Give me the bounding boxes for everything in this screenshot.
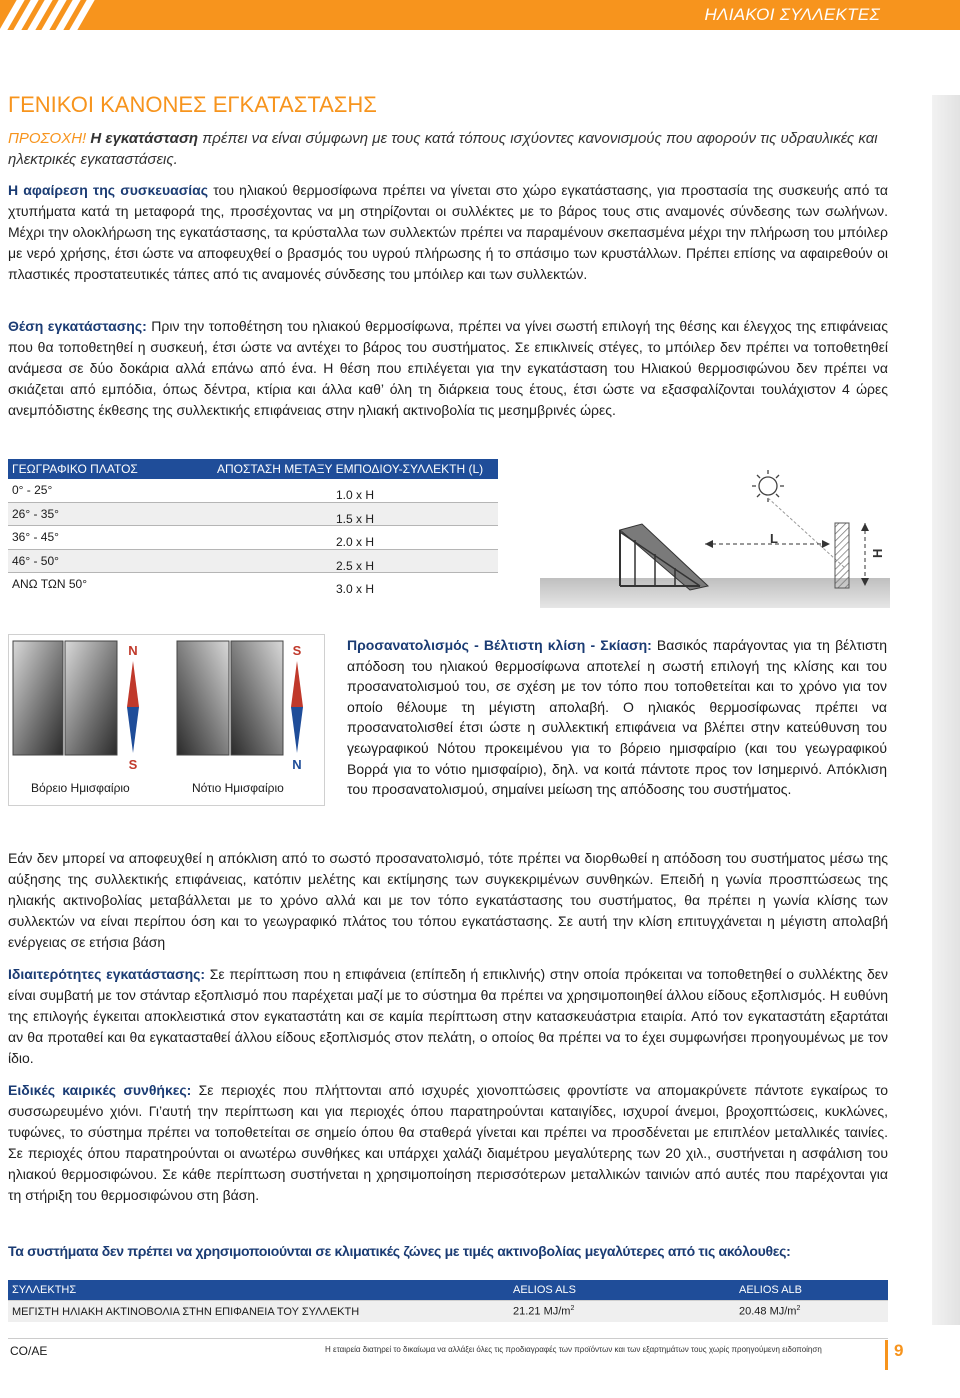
table-row: [8, 526, 498, 550]
alb-header: AELIOS ALB: [739, 1284, 802, 1296]
orientation-paragraph: [347, 635, 887, 800]
south-collectors: [177, 641, 283, 755]
header-stripes: [0, 0, 86, 30]
page-title: ΓΕΝΙΚΟΙ ΚΑΝΟΝΕΣ ΕΓΚΑΤΑΣΤΑΣΗΣ: [8, 92, 377, 117]
caution-bold: Η εγκατάσταση: [90, 130, 199, 147]
packaging-paragraph: [8, 180, 888, 285]
n-label: N: [292, 757, 302, 772]
position-text: Πριν την τοποθέτηση του ηλιακού θερμοσίφωνα, πρέπει να γίνει σωστή επιλογή της θέσης και έλεγχος της επιφάνειας που θα τοποθετηθεί η συσκευή, έτσι ώστε να αντέχει το βάρος του συστήματος. Σε επικλινείς στέγες, το μπόιλερ δεν πρέπει να τοποθετηθεί ανάμεσα σε δύο δοκάρια αλλά επάνω από ένα. Η θέση που επιλέγεται για την εγκατάσταση του Ηλιακού θερμοσιφώνου δεν πρέπει να σκιάζεται από εμπόδια, όπως δέντρα, κτίρια και άλλα καθ’ όλη τη διάρκεια τους έτους, έτσι ώστε να εξασφαλίζονται τουλάχιστον 4 ώρες ανεμπόδιστης έκθεσης της συλλεκτικής επιφάνειας στην ηλιακή ακτινοβολία τις μεσημβρινές ώρες.: [8, 318, 888, 418]
south-hemisphere-label: Νότιο Ημισφαίριο: [192, 781, 284, 795]
obstacle-wall: [835, 523, 849, 588]
alb-value: 20.48 MJ/m: [739, 1305, 797, 1318]
table-row: [8, 1300, 888, 1322]
label-l: L: [770, 531, 778, 546]
distance-cell: 1.5 x H: [208, 503, 498, 526]
distance-cell: 2.0 x H: [208, 526, 498, 549]
table-row: [8, 550, 498, 574]
special-install-text: Σε περίπτωση που η επιφάνεια (επίπεδη ή επικλινής) στην οποία πρόκειται να τοποθετηθεί ο συλλέκτης δεν είναι συμβατή με τον στάνταρ εξοπλισμό που παρέχεται μαζί με το σύστημα θα πρέπει να χρησιμοποιηθεί άλλου είδους εξοπλισμός. Η ευθύνη της επιλογής έγκειται αποκλειστικά στον εγκαταστάτη και σε καμία περίπτωση στην κατασκευάστρια εταιρία. Από τον εγκαταστάτη εξαρτάται αν θα προταθεί και θα εγκατασταθεί άλλου είδους εξοπλισμός στον πελάτη, ο οποίος θα πρέπει να το έχει συμφωνήσει προηγουμένως με τον ίδιο.: [8, 966, 888, 1066]
radiation-table: [8, 1280, 888, 1322]
compass-south-icon: [291, 661, 303, 753]
distance-cell: 2.5 x H: [208, 550, 498, 573]
footer-accent-bar: [885, 1340, 888, 1370]
caution-text: πρέπει να είναι σύμφωνη με τους κατά τόπους ισχύοντες κανονισμούς που αφορούν τις υδραυλικές και ηλεκτρικές εγκαταστάσεις.: [8, 130, 878, 168]
arrow-head: [705, 540, 713, 548]
radiation-label-cell: ΜΕΓΙΣΤΗ ΗΛΙΑΚΗ ΑΚΤΙΝΟΒΟΛΙΑ ΣΤΗΝ ΕΠΙΦΑΝΕΙΑ ΤΟΥ ΣΥΛΛΕΚΤΗ: [12, 1305, 360, 1318]
footer-divider: [8, 1338, 888, 1339]
als-value-cell: [509, 1305, 735, 1318]
side-strip: [932, 95, 960, 1325]
arrow-head: [822, 540, 830, 548]
position-paragraph: [8, 316, 888, 421]
hemisphere-graphic: [9, 635, 324, 805]
footer-code: CO/AE: [10, 1344, 48, 1358]
caution-note: [8, 128, 888, 170]
distance-header: ΑΠΟΣΤΑΣΗ ΜΕΤΑΞΥ ΕΜΠΟΔΙΟΥ-ΣΥΛΛΕΚΤΗ (L): [217, 462, 484, 476]
als-header: AELIOS ALS: [513, 1284, 576, 1296]
latitude-cell: 0° - 25°: [8, 479, 208, 502]
radiation-title: Τα συστήματα δεν πρέπει να χρησιμοποιούνται σε κλιματικές ζώνες με τιμές ακτινοβολίας μεγαλύτερες από τις ακόλουθες:: [8, 1243, 791, 1259]
footer-disclaimer: Η εταιρεία διατηρεί το δικαίωμα να αλλάξει όλες τις προδιαγραφές των προϊόντων και των εξαρτημάτων τους χωρίς προηγούμενη ειδοποίηση: [325, 1345, 822, 1354]
label-h: H: [870, 548, 885, 558]
n-label: N: [128, 643, 138, 658]
table-row: [8, 479, 498, 503]
caution-warn: ΠΡΟΣΟΧΗ!: [8, 130, 87, 147]
table-row: [8, 573, 498, 597]
latitude-header: ΓΕΩΓΡΑΦΙΚΟ ΠΛΑΤΟΣ: [12, 462, 138, 476]
packaging-text: του ηλιακού θερμοσίφωνα πρέπει να γίνεται στο χώρο εγκατάστασης, για προστασία της συσκευής από τα χτυπήματα κατά τη μεταφορά της, προσέχοντας να μη στηρίζονται οι συλλέκτες με το βάρος τους στις αναμονές σύνδεσης των σωλήνων. Μέχρι την ολοκλήρωση της εγκατάστασης, τα κρύσταλλα των συλλεκτών πρέπει να παραμένουν σκεπασμένα μέχρι την πλήρωση του μπόιλερ με νερό χρήσης, έτσι ώστε να αποφευχθεί ο βρασμός του υγρού πλήρωσης ή το σπάσιμο των κρυστάλλων. Πρέπει επίσης να αφαιρεθούν οι πλαστικές προστατευτικές τάπες από τις αναμονές σύνδεσης του μπόιλερ και των συλλεκτών.: [8, 182, 888, 282]
page-number: 9: [894, 1341, 904, 1360]
s-label: S: [128, 757, 138, 772]
als-value: 21.21 MJ/m: [513, 1305, 571, 1318]
alb-value-cell: [735, 1305, 800, 1318]
latitude-table: [8, 459, 498, 597]
latitude-cell: ΑΝΩ ΤΩΝ 50°: [8, 573, 208, 597]
weather-paragraph: [8, 1080, 888, 1206]
sun-ray: [768, 498, 845, 568]
latitude-table-header: [8, 459, 498, 479]
unit-superscript: 2: [570, 1305, 575, 1313]
deviation-paragraph: Εάν δεν μπορεί να αποφευχθεί η απόκλιση από το σωστό προσανατολισμό, τότε πρέπει να διορθωθεί η απόδοση του συστήματος μέσω της αύξησης της συλλεκτικής επιφάνειας, κατόπιν μελέτης και εκτίμησης των συγκεκριμένων συνθηκών. Επειδή η γωνία προσπτώσεως της ηλιακής ακτινοβολίας μεταβάλλεται με το χρόνο αλλά και με τον τόπο εγκατάστασης του συστήματος, θα πρέπει η γωνία κλίσης των συλλεκτών να είναι περίπου όση και το γεωγραφικό πλάτος του τόπου εγκατάστασης. Σε αυτή την κλίση επιτυγχάνεται η μέγιστη απολαβή ενέργειας σε ετήσια βάση: [8, 850, 888, 950]
distance-cell: 1.0 x H: [208, 479, 498, 502]
latitude-cell: 36° - 45°: [8, 526, 208, 549]
packaging-bold: Η αφαίρεση της συσκευασίας: [8, 182, 209, 198]
latitude-cell: 46° - 50°: [8, 550, 208, 573]
s-label: S: [292, 643, 302, 658]
north-collectors: [13, 641, 117, 755]
radiation-table-header: [8, 1280, 888, 1300]
unit-superscript: 2: [796, 1305, 801, 1313]
orientation-bold: Προσανατολισμός - Βέλτιστη κλίση - Σκίαση:: [347, 637, 652, 653]
weather-text: Σε περιοχές που πλήττονται από ισχυρές χιονοπτώσεις φροντίστε να απομακρύνετε πάντοτε εγκαίρως το συσσωρευμένο χιόνι. Γι’αυτή την περίπτωση και για περιοχές όπου παρατηρούνται καταιγίδες, ισχυροί άνεμοι, βροχοπτώσεις, κυκλώνες, τυφώνες, το σύστημα πρέπει να τοποθετείται σε σημείο όπου θα σταθερά γίνεται και πρέπει να προσδένεται με επιπλέον μεταλλικές ταινίες. Σε περιοχές όπου παρατηρούνται οι ανωτέρω συνθήκες και υπάρχει χαλάζι διαμέτρου μεγαλύτερης των 20 χιλ., συστήνεται η ασφάλιση του ηλιακού θερμοσιφώνου. Σε κάθε περίπτωση συστήνεται η χρησιμοποίηση περισσότερων μεταλλικών ταινιών από αυτές που παρέχονται για τη στήριξη του θερμοσιφώνου στη βάση.: [8, 1082, 888, 1203]
header-title: ΗΛΙΑΚΟΙ ΣΥΛΛΕΚΤΕΣ: [704, 5, 880, 24]
sun-icon: [752, 470, 784, 502]
obstacle-distance-diagram: [540, 468, 890, 608]
weather-bold: Ειδικές καιρικές συνθήκες:: [8, 1082, 192, 1098]
special-install-bold: Ιδιαιτερότητες εγκατάστασης:: [8, 966, 206, 982]
collector-header: ΣΥΛΛΕΚΤΗΣ: [12, 1284, 77, 1296]
table-row: [8, 503, 498, 527]
header-bar: [0, 0, 960, 30]
hemisphere-diagram: [8, 634, 325, 806]
north-hemisphere-label: Βόρειο Ημισφαίριο: [31, 781, 130, 795]
distance-cell: 3.0 x H: [208, 573, 498, 597]
special-install-paragraph: [8, 964, 888, 1069]
arrow-head: [861, 523, 869, 531]
compass-north-icon: [127, 661, 139, 753]
orientation-text: Βασικός παράγοντας για τη βέλτιστη απόδοση του ηλιακού θερμοσίφωνα αποτελεί η σωστή επιλογή της κλίσης και του προσανατολισμού του, σε σχέση με τον τόπο που τοποθετείται και το χρόνο για τον οποίο θέλουμε τη μέγιστη απολαβή. Ο ηλιακός θερμοσίφωνας πρέπει να προσανατολισθεί έτσι ώστε η συλλεκτική επιφάνεια να βλέπει στην κατεύθυνση του γεωγραφικού Νότου προκειμένου για το βόρειο ημισφαίριο (και του γεωγραφικού Βορρά για το νότιο ημισφαίριο), δηλ. να κοιτά πάντοτε προς τον Ισημερινό. Απόκλιση του προσανατολισμού, σημαίνει μείωση της απόδοσης του συστήματος.: [347, 637, 887, 798]
position-bold: Θέση εγκατάστασης:: [8, 318, 147, 334]
latitude-cell: 26° - 35°: [8, 503, 208, 526]
